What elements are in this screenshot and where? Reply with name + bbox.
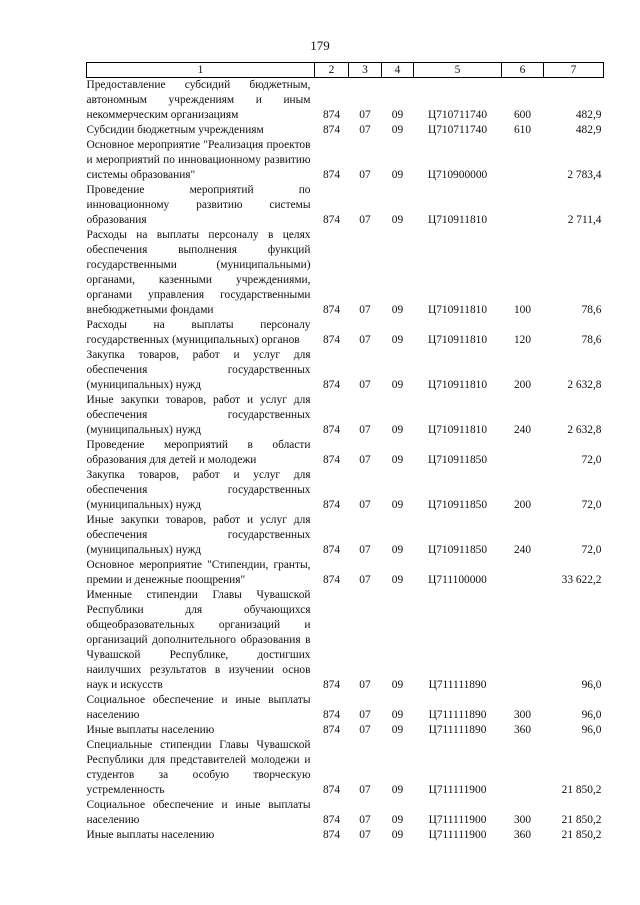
row-code-admin: 874 bbox=[322, 334, 341, 346]
row-code-subsection: 09 bbox=[391, 169, 404, 181]
row-code-subsection: 09 bbox=[391, 679, 404, 691]
row-code-expense-type bbox=[502, 558, 544, 588]
page-number: 179 bbox=[310, 38, 330, 53]
row-code-target: Ц710911810 bbox=[427, 424, 488, 436]
row-code-expense-type: 360 bbox=[513, 724, 532, 736]
row-code-target: Ц710900000 bbox=[427, 169, 488, 181]
row-code-section: 07 bbox=[359, 124, 371, 136]
row-code-section: 07 bbox=[359, 454, 371, 466]
row-description: Социальное обеспечение и иные выплаты населению bbox=[86, 799, 311, 826]
row-code-expense-type: 600 bbox=[513, 109, 532, 121]
row-code-subsection: 09 bbox=[391, 379, 404, 391]
row-code-section: 07 bbox=[359, 169, 371, 181]
row-code-section: 07 bbox=[359, 679, 371, 691]
row-code-admin: 874 bbox=[322, 214, 341, 226]
row-code-admin: 874 bbox=[322, 304, 341, 316]
row-amount: 96,0 bbox=[581, 724, 602, 736]
row-amount: 96,0 bbox=[581, 709, 602, 721]
table-row bbox=[87, 318, 604, 348]
row-description: Основное мероприятие "Стипендии, гранты, премии и денежные поощрения" bbox=[86, 559, 311, 586]
table-row bbox=[87, 438, 604, 468]
row-code-admin: 874 bbox=[322, 379, 341, 391]
row-description: Иные выплаты населению bbox=[86, 829, 215, 841]
row-code-section: 07 bbox=[359, 424, 371, 436]
table-row bbox=[87, 138, 604, 183]
row-code-admin: 874 bbox=[322, 424, 341, 436]
header-cell: 7 bbox=[544, 63, 604, 78]
row-description: Предоставление субсидий бюджетным, автономным учреждениям и иным некоммерческим организациям bbox=[86, 79, 311, 121]
budget-table bbox=[86, 62, 604, 843]
row-code-admin: 874 bbox=[322, 499, 341, 511]
row-amount: 2 783,4 bbox=[567, 169, 602, 181]
row-amount: 482,9 bbox=[575, 124, 602, 136]
table-row bbox=[87, 393, 604, 438]
row-description: Специальные стипендии Главы Чувашской Республики для представителей молодежи и студентов за особую творческую устремленность bbox=[86, 739, 311, 796]
table-row bbox=[87, 468, 604, 513]
row-code-expense-type: 360 bbox=[513, 829, 532, 841]
row-description: Закупка товаров, работ и услуг для обеспечения государственных (муниципальных) нужд bbox=[86, 469, 311, 511]
table-row bbox=[87, 513, 604, 558]
row-code-section: 07 bbox=[359, 814, 371, 826]
table-row bbox=[87, 828, 604, 843]
row-description: Иные закупки товаров, работ и услуг для обеспечения государственных (муниципальных) нужд bbox=[86, 394, 311, 436]
row-code-expense-type bbox=[502, 438, 544, 468]
row-code-subsection: 09 bbox=[391, 334, 404, 346]
row-code-admin: 874 bbox=[322, 109, 341, 121]
row-code-expense-type: 610 bbox=[513, 124, 532, 136]
row-description: Субсидии бюджетным учреждениям bbox=[86, 124, 264, 136]
row-code-target: Ц710711740 bbox=[427, 109, 488, 121]
row-code-expense-type bbox=[502, 588, 544, 693]
row-code-expense-type bbox=[502, 738, 544, 798]
row-code-subsection: 09 bbox=[391, 724, 404, 736]
row-code-section: 07 bbox=[359, 304, 371, 316]
row-code-expense-type: 240 bbox=[513, 424, 532, 436]
row-amount: 33 622,2 bbox=[561, 574, 602, 586]
row-code-section: 07 bbox=[359, 829, 371, 841]
row-description: Закупка товаров, работ и услуг для обеспечения государственных (муниципальных) нужд bbox=[86, 349, 311, 391]
row-description: Расходы на выплаты персоналу в целях обеспечения выполнения функций государственными (муниципальными) органами, казенными учреждениями, органами управления государственными внебюджетными фондами bbox=[86, 229, 311, 316]
row-description: Расходы на выплаты персоналу государственных (муниципальных) органов bbox=[86, 319, 311, 346]
row-code-expense-type: 200 bbox=[513, 499, 532, 511]
table-row bbox=[87, 348, 604, 393]
row-code-subsection: 09 bbox=[391, 829, 404, 841]
row-code-target: Ц711100000 bbox=[428, 574, 487, 586]
row-code-section: 07 bbox=[359, 784, 371, 796]
table-row bbox=[87, 78, 604, 124]
row-code-target: Ц711111890 bbox=[428, 679, 487, 691]
row-amount: 2 632,8 bbox=[567, 424, 602, 436]
table-row bbox=[87, 723, 604, 738]
row-amount: 21 850,2 bbox=[561, 784, 602, 796]
row-amount: 21 850,2 bbox=[561, 814, 602, 826]
row-code-target: Ц710911810 bbox=[427, 214, 488, 226]
row-amount: 21 850,2 bbox=[561, 829, 602, 841]
table-row bbox=[87, 228, 604, 318]
row-description: Социальное обеспечение и иные выплаты населению bbox=[86, 694, 311, 721]
row-code-section: 07 bbox=[359, 214, 371, 226]
table-row bbox=[87, 798, 604, 828]
row-code-admin: 874 bbox=[322, 124, 341, 136]
row-amount: 72,0 bbox=[581, 454, 602, 466]
row-description: Основное мероприятие "Реализация проектов и мероприятий по инновационному развитию системы образования" bbox=[86, 139, 311, 181]
row-code-subsection: 09 bbox=[391, 574, 404, 586]
row-code-section: 07 bbox=[359, 724, 371, 736]
row-code-subsection: 09 bbox=[391, 424, 404, 436]
row-code-subsection: 09 bbox=[391, 109, 404, 121]
row-code-admin: 874 bbox=[322, 574, 341, 586]
row-code-expense-type: 300 bbox=[513, 814, 532, 826]
header-cell: 1 bbox=[87, 63, 315, 78]
row-code-subsection: 09 bbox=[391, 499, 404, 511]
row-description: Проведение мероприятий в области образования для детей и молодежи bbox=[86, 439, 311, 466]
table-row bbox=[87, 738, 604, 798]
table-row bbox=[87, 693, 604, 723]
row-amount: 482,9 bbox=[575, 109, 602, 121]
header-cell: 4 bbox=[382, 63, 414, 78]
row-description: Иные закупки товаров, работ и услуг для обеспечения государственных (муниципальных) нужд bbox=[86, 514, 311, 556]
row-code-expense-type: 100 bbox=[513, 304, 532, 316]
row-code-expense-type bbox=[502, 183, 544, 228]
table-row bbox=[87, 588, 604, 693]
row-code-target: Ц711111890 bbox=[428, 709, 487, 721]
row-code-admin: 874 bbox=[322, 814, 341, 826]
row-description: Именные стипендии Главы Чувашской Республики для обучающихся общеобразовательных организаций и организаций дополнительного образования в Чувашской Республике, достигших наилучших результатов в изучении основ наук и искусств bbox=[86, 589, 311, 691]
row-code-target: Ц711111900 bbox=[428, 814, 487, 826]
row-code-admin: 874 bbox=[322, 784, 341, 796]
row-code-section: 07 bbox=[359, 574, 371, 586]
row-code-section: 07 bbox=[359, 379, 371, 391]
row-amount: 2 632,8 bbox=[567, 379, 602, 391]
row-code-section: 07 bbox=[359, 109, 371, 121]
row-description: Проведение мероприятий по инновационному развитию системы образования bbox=[86, 184, 311, 226]
row-code-admin: 874 bbox=[322, 454, 341, 466]
row-amount: 72,0 bbox=[581, 544, 602, 556]
row-code-subsection: 09 bbox=[391, 124, 404, 136]
row-code-expense-type: 120 bbox=[513, 334, 532, 346]
row-code-expense-type: 240 bbox=[513, 544, 532, 556]
row-code-target: Ц710911810 bbox=[427, 304, 488, 316]
row-code-section: 07 bbox=[359, 499, 371, 511]
row-code-target: Ц711111890 bbox=[428, 724, 487, 736]
row-code-subsection: 09 bbox=[391, 814, 404, 826]
header-cell: 6 bbox=[502, 63, 544, 78]
row-code-subsection: 09 bbox=[391, 709, 404, 721]
table-row bbox=[87, 123, 604, 138]
table-row bbox=[87, 558, 604, 588]
row-code-target: Ц710911850 bbox=[427, 454, 488, 466]
row-code-section: 07 bbox=[359, 334, 371, 346]
row-code-admin: 874 bbox=[322, 544, 341, 556]
table-header-row bbox=[87, 63, 604, 78]
row-code-subsection: 09 bbox=[391, 304, 404, 316]
row-code-subsection: 09 bbox=[391, 544, 404, 556]
header-cell: 5 bbox=[414, 63, 502, 78]
row-code-section: 07 bbox=[359, 709, 371, 721]
row-code-subsection: 09 bbox=[391, 214, 404, 226]
row-code-target: Ц710911850 bbox=[427, 544, 488, 556]
row-code-subsection: 09 bbox=[391, 454, 404, 466]
row-description: Иные выплаты населению bbox=[86, 724, 215, 736]
row-code-subsection: 09 bbox=[391, 784, 404, 796]
row-code-expense-type: 300 bbox=[513, 709, 532, 721]
row-code-target: Ц711111900 bbox=[428, 829, 487, 841]
row-code-expense-type: 200 bbox=[513, 379, 532, 391]
row-amount: 72,0 bbox=[581, 499, 602, 511]
header-cell: 3 bbox=[349, 63, 382, 78]
row-amount: 96,0 bbox=[581, 679, 602, 691]
row-code-target: Ц710711740 bbox=[427, 124, 488, 136]
row-code-admin: 874 bbox=[322, 679, 341, 691]
row-code-expense-type bbox=[502, 138, 544, 183]
row-code-target: Ц711111900 bbox=[428, 784, 487, 796]
row-code-admin: 874 bbox=[322, 829, 341, 841]
row-code-admin: 874 bbox=[322, 169, 341, 181]
row-code-target: Ц710911810 bbox=[427, 334, 488, 346]
table-row bbox=[87, 183, 604, 228]
row-code-section: 07 bbox=[359, 544, 371, 556]
row-amount: 78,6 bbox=[581, 334, 602, 346]
header-cell: 2 bbox=[315, 63, 349, 78]
row-code-target: Ц710911850 bbox=[427, 499, 488, 511]
row-code-admin: 874 bbox=[322, 709, 341, 721]
row-amount: 2 711,4 bbox=[567, 214, 602, 226]
row-code-admin: 874 bbox=[322, 724, 341, 736]
row-amount: 78,6 bbox=[581, 304, 602, 316]
row-code-target: Ц710911810 bbox=[427, 379, 488, 391]
